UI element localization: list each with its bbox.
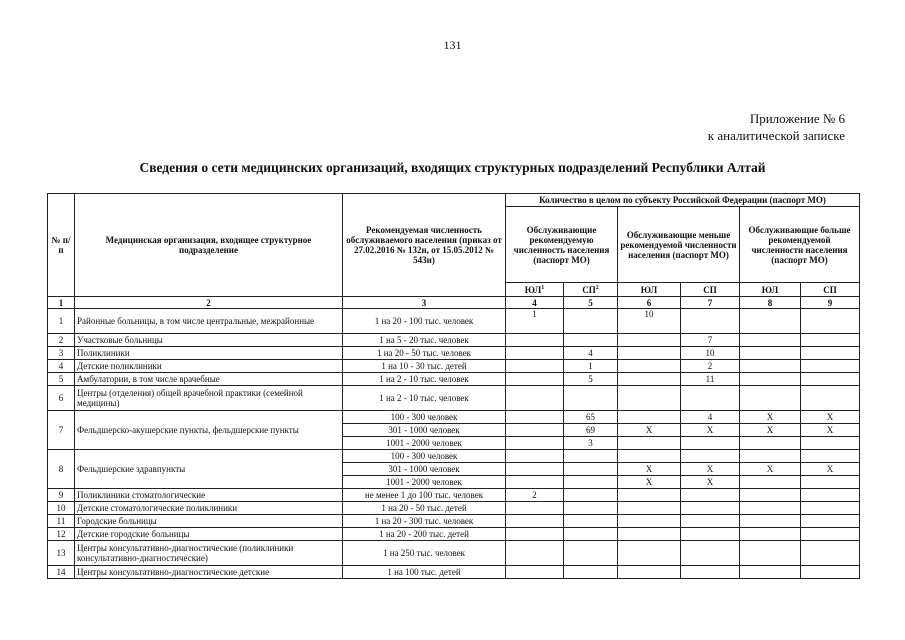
cell-yul-rec [506,463,564,476]
cell-yul-rec [506,424,564,437]
cell-sp-more [801,386,860,411]
cell-yul-rec [506,386,564,411]
cell-yul-rec [506,450,564,463]
header-num: № п/п [48,194,75,297]
cell-sp-rec: 1 [564,360,618,373]
cell-sp-more [801,489,860,502]
cell-sp-more [801,437,860,450]
cell-sp-more: X [801,463,860,476]
cell-sp-less [681,450,740,463]
cell-sp-more [801,360,860,373]
cell-sp-more [801,566,860,579]
row-number: 10 [48,502,75,515]
header-group-less: Обслуживающие меньше рекомендуемой численности населения (паспорт МО) [618,207,740,283]
recommended-value: не менее 1 до 100 тыс. человек [343,489,506,502]
cell-yul-more [740,360,801,373]
org-name: Районные больницы, в том числе центральные, межрайонные [75,309,343,334]
cell-sp-rec [564,309,618,334]
cell-yul-rec [506,334,564,347]
medical-organizations-table [47,193,860,579]
cell-sp-less: 11 [681,373,740,386]
table-row [48,502,860,515]
cell-sp-more [801,515,860,528]
recommended-value: 1 на 5 - 20 тыс. человек [343,334,506,347]
cell-sp-more: X [801,424,860,437]
cell-yul-less [618,360,681,373]
header-yul-2: ЮЛ [618,283,681,297]
cell-sp-less: X [681,476,740,489]
col-number: 4 [506,297,564,309]
org-name: Детские городские больницы [75,528,343,541]
row-number: 8 [48,450,75,489]
table-row [48,541,860,566]
org-name: Детские поликлиники [75,360,343,373]
org-name: Фельдшерские здравпункты [75,450,343,489]
cell-sp-less [681,309,740,334]
cell-sp-rec [564,463,618,476]
cell-sp-rec [564,541,618,566]
cell-sp-more [801,373,860,386]
row-number: 11 [48,515,75,528]
cell-yul-less [618,489,681,502]
cell-yul-more [740,309,801,334]
cell-sp-rec [564,334,618,347]
cell-yul-less [618,541,681,566]
page-number: 131 [443,38,462,52]
cell-yul-more: X [740,424,801,437]
row-number: 3 [48,347,75,360]
cell-sp-rec [564,450,618,463]
recommended-value: 1 на 2 - 10 тыс. человек [343,386,506,411]
recommended-value: 1 на 20 - 50 тыс. человек [343,347,506,360]
recommended-value: 1 на 100 тыс. детей [343,566,506,579]
cell-yul-less [618,515,681,528]
row-number: 7 [48,411,75,450]
cell-yul-rec: 2 [506,489,564,502]
org-name: Центры консультативно-диагностические (поликлиники консультативно-диагностические) [75,541,343,566]
col-number: 1 [48,297,75,309]
cell-yul-less: 10 [618,309,681,334]
recommended-value: 100 - 300 человек [343,450,506,463]
cell-yul-less [618,411,681,424]
cell-yul-more [740,476,801,489]
cell-yul-more [740,334,801,347]
cell-sp-less: X [681,463,740,476]
cell-sp-more [801,309,860,334]
cell-sp-rec [564,515,618,528]
org-name: Детские стоматологические поликлиники [75,502,343,515]
cell-sp-rec: 65 [564,411,618,424]
table-row [48,489,860,502]
cell-yul-rec [506,437,564,450]
cell-sp-rec [564,502,618,515]
cell-yul-more: X [740,463,801,476]
cell-sp-less [681,437,740,450]
header-total: Количество в целом по субъекту Российской Федерации (паспорт МО) [506,194,860,207]
cell-yul-rec [506,411,564,424]
col-number: 7 [681,297,740,309]
cell-sp-more [801,541,860,566]
cell-yul-less: X [618,476,681,489]
col-number: 9 [801,297,860,309]
recommended-value: 1 на 20 - 50 тыс. детей [343,502,506,515]
cell-yul-more [740,386,801,411]
row-number: 13 [48,541,75,566]
row-number: 5 [48,373,75,386]
row-number: 6 [48,386,75,411]
header-sp-2: СП [681,283,740,297]
cell-yul-rec [506,502,564,515]
cell-sp-more [801,476,860,489]
cell-yul-less [618,373,681,386]
header-recommended: Рекомендуемая численность обслуживаемого населения (приказ от 27.02.2016 № 132н, от 15.05.2012 № 543н) [343,194,506,297]
cell-sp-more [801,334,860,347]
cell-yul-more [740,489,801,502]
table-row [48,411,860,424]
header-org: Медицинская организация, входящее структурное подразделение [75,194,343,297]
col-number: 2 [75,297,343,309]
org-name: Городские больницы [75,515,343,528]
header-yul-1: $ЮЛ^1$ [506,283,564,297]
row-number: 1 [48,309,75,334]
cell-sp-more [801,450,860,463]
table-row [48,515,860,528]
cell-yul-less [618,386,681,411]
cell-yul-less: X [618,463,681,476]
cell-sp-rec: 3 [564,437,618,450]
cell-yul-rec [506,566,564,579]
table-row [48,528,860,541]
header-sp-1: $СП^2$ [564,283,618,297]
cell-sp-rec: 5 [564,373,618,386]
cell-yul-less: X [618,424,681,437]
cell-sp-less [681,489,740,502]
recommended-value: 1 на 20 - 200 тыс. детей [343,528,506,541]
cell-sp-less [681,566,740,579]
cell-yul-rec: 1 [506,309,564,334]
cell-yul-rec [506,515,564,528]
cell-yul-rec [506,476,564,489]
cell-yul-rec [506,528,564,541]
header-sp-3: СП [801,283,860,297]
cell-yul-less [618,334,681,347]
table-row [48,360,860,373]
cell-yul-less [618,502,681,515]
cell-sp-more: X [801,411,860,424]
cell-sp-less: 10 [681,347,740,360]
cell-sp-rec [564,386,618,411]
col-number: 3 [343,297,506,309]
cell-sp-less [681,541,740,566]
row-number: 4 [48,360,75,373]
cell-sp-less: X [681,424,740,437]
header-yul-3: ЮЛ [740,283,801,297]
recommended-value: 1001 - 2000 человек [343,476,506,489]
cell-sp-rec: 69 [564,424,618,437]
recommended-value: 301 - 1000 человек [343,463,506,476]
appendix-line-1: Приложение № 6 [749,111,845,126]
cell-yul-less [618,347,681,360]
cell-sp-more [801,347,860,360]
cell-yul-more [740,541,801,566]
cell-yul-less [618,528,681,541]
recommended-value: 100 - 300 человек [343,411,506,424]
recommended-value: 1001 - 2000 человек [343,437,506,450]
cell-yul-more [740,373,801,386]
table-row [48,309,860,334]
table-row [48,347,860,360]
row-number: 14 [48,566,75,579]
org-name: Центры консультативно-диагностические детские [75,566,343,579]
cell-sp-less [681,502,740,515]
org-name: Поликлиники стоматологические [75,489,343,502]
cell-yul-more [740,515,801,528]
cell-sp-less [681,515,740,528]
recommended-value: 1 на 250 тыс. человек [343,541,506,566]
header-group-more: Обслуживающие больше рекомендуемой численности населения (паспорт МО) [740,207,860,283]
cell-yul-more [740,566,801,579]
table-row [48,566,860,579]
appendix-note [708,110,845,144]
col-number: 8 [740,297,801,309]
cell-sp-rec: 4 [564,347,618,360]
org-name: Участковые больницы [75,334,343,347]
org-name: Поликлиники [75,347,343,360]
table-row [48,386,860,411]
recommended-value: 301 - 1000 человек [343,424,506,437]
org-name: Амбулатории, в том числе врачебные [75,373,343,386]
recommended-value: 1 на 20 - 300 тыс. человек [343,515,506,528]
cell-yul-more [740,437,801,450]
org-name: Центры (отделения) общей врачебной практики (семейной медицины) [75,386,343,411]
cell-sp-rec [564,566,618,579]
cell-sp-more [801,502,860,515]
recommended-value: 1 на 2 - 10 тыс. человек [343,373,506,386]
cell-sp-more [801,528,860,541]
table-row [48,373,860,386]
appendix-line-2: к аналитической записке [707,128,845,143]
cell-yul-more [740,347,801,360]
cell-sp-rec [564,489,618,502]
org-name: Фельдшерско-акушерские пункты, фельдшерские пункты [75,411,343,450]
cell-yul-more: X [740,411,801,424]
table-row [48,334,860,347]
cell-sp-less [681,528,740,541]
cell-yul-rec [506,541,564,566]
row-number: 2 [48,334,75,347]
cell-sp-less: 4 [681,411,740,424]
cell-yul-more [740,502,801,515]
cell-sp-rec [564,528,618,541]
row-number: 9 [48,489,75,502]
cell-yul-more [740,450,801,463]
cell-yul-less [618,566,681,579]
col-number: 5 [564,297,618,309]
header-group-recommended: Обслуживающие рекомендуемую численность населения (паспорт МО) [506,207,618,283]
row-number: 12 [48,528,75,541]
table-row [48,450,860,463]
cell-sp-less: 7 [681,334,740,347]
column-number-row [48,297,860,309]
cell-yul-rec [506,373,564,386]
cell-yul-less [618,437,681,450]
document-title: Сведения о сети медицинских организаций, входящих структурных подразделений Республики Алтай [139,160,766,175]
recommended-value: 1 на 10 - 30 тыс. детей [343,360,506,373]
cell-yul-less [618,450,681,463]
col-number: 6 [618,297,681,309]
cell-sp-less: 2 [681,360,740,373]
cell-sp-rec [564,476,618,489]
cell-yul-rec [506,360,564,373]
recommended-value: 1 на 20 - 100 тыс. человек [343,309,506,334]
cell-sp-less [681,386,740,411]
cell-yul-rec [506,347,564,360]
cell-yul-more [740,528,801,541]
